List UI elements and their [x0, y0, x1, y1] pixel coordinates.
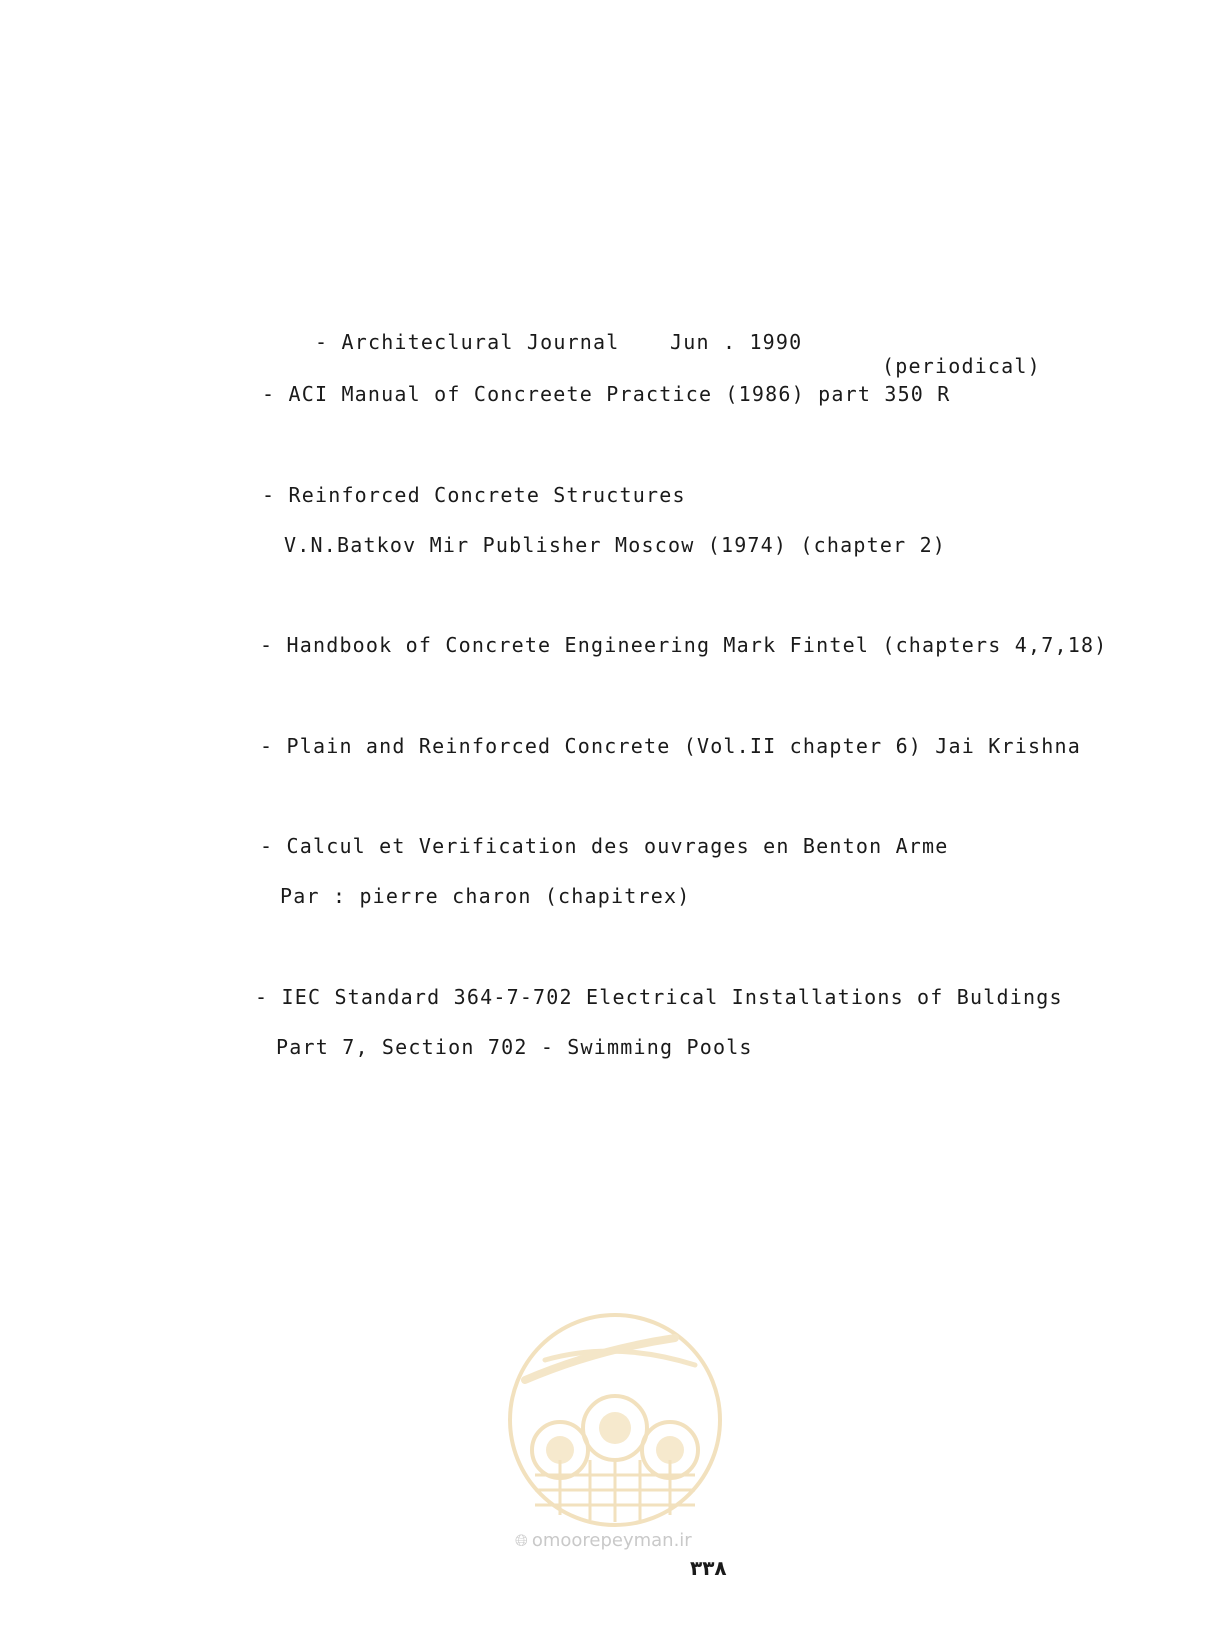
reference-6: - Calcul et Verification des ouvrages en Benton Arme — [260, 834, 949, 858]
reference-1-type: (periodical) — [882, 354, 1041, 378]
reference-1-title: - Architeclural Journal — [314, 330, 620, 354]
reference-3: - Reinforced Concrete Structures — [262, 483, 686, 507]
reference-3-continuation: V.N.Batkov Mir Publisher Moscow (1974) (chapter 2) — [284, 533, 947, 557]
reference-4: - Handbook of Concrete Engineering Mark Fintel (chapters 4,7,18) — [260, 633, 1108, 657]
reference-1-date: Jun . 1990 — [670, 330, 803, 354]
reference-7: - IEC Standard 364-7-702 Electrical Installations of Buldings — [255, 985, 1063, 1009]
globe-icon: 🌐︎ — [515, 1530, 528, 1550]
reference-6-continuation: Par : pierre charon (chapitrex) — [280, 884, 691, 908]
watermark-logo — [505, 1310, 725, 1530]
watermark-url: 🌐︎ omoorepeyman.ir — [515, 1530, 692, 1551]
reference-7-continuation: Part 7, Section 702 - Swimming Pools — [276, 1035, 753, 1059]
reference-1 — [262, 282, 1041, 378]
bullet-dash: - — [314, 330, 329, 354]
reference-2: - ACI Manual of Concreete Practice (1986) part 350 R — [262, 382, 951, 406]
reference-5: - Plain and Reinforced Concrete (Vol.II chapter 6) Jai Krishna — [260, 734, 1081, 758]
page-number: ۳۳۸ — [690, 1556, 727, 1580]
